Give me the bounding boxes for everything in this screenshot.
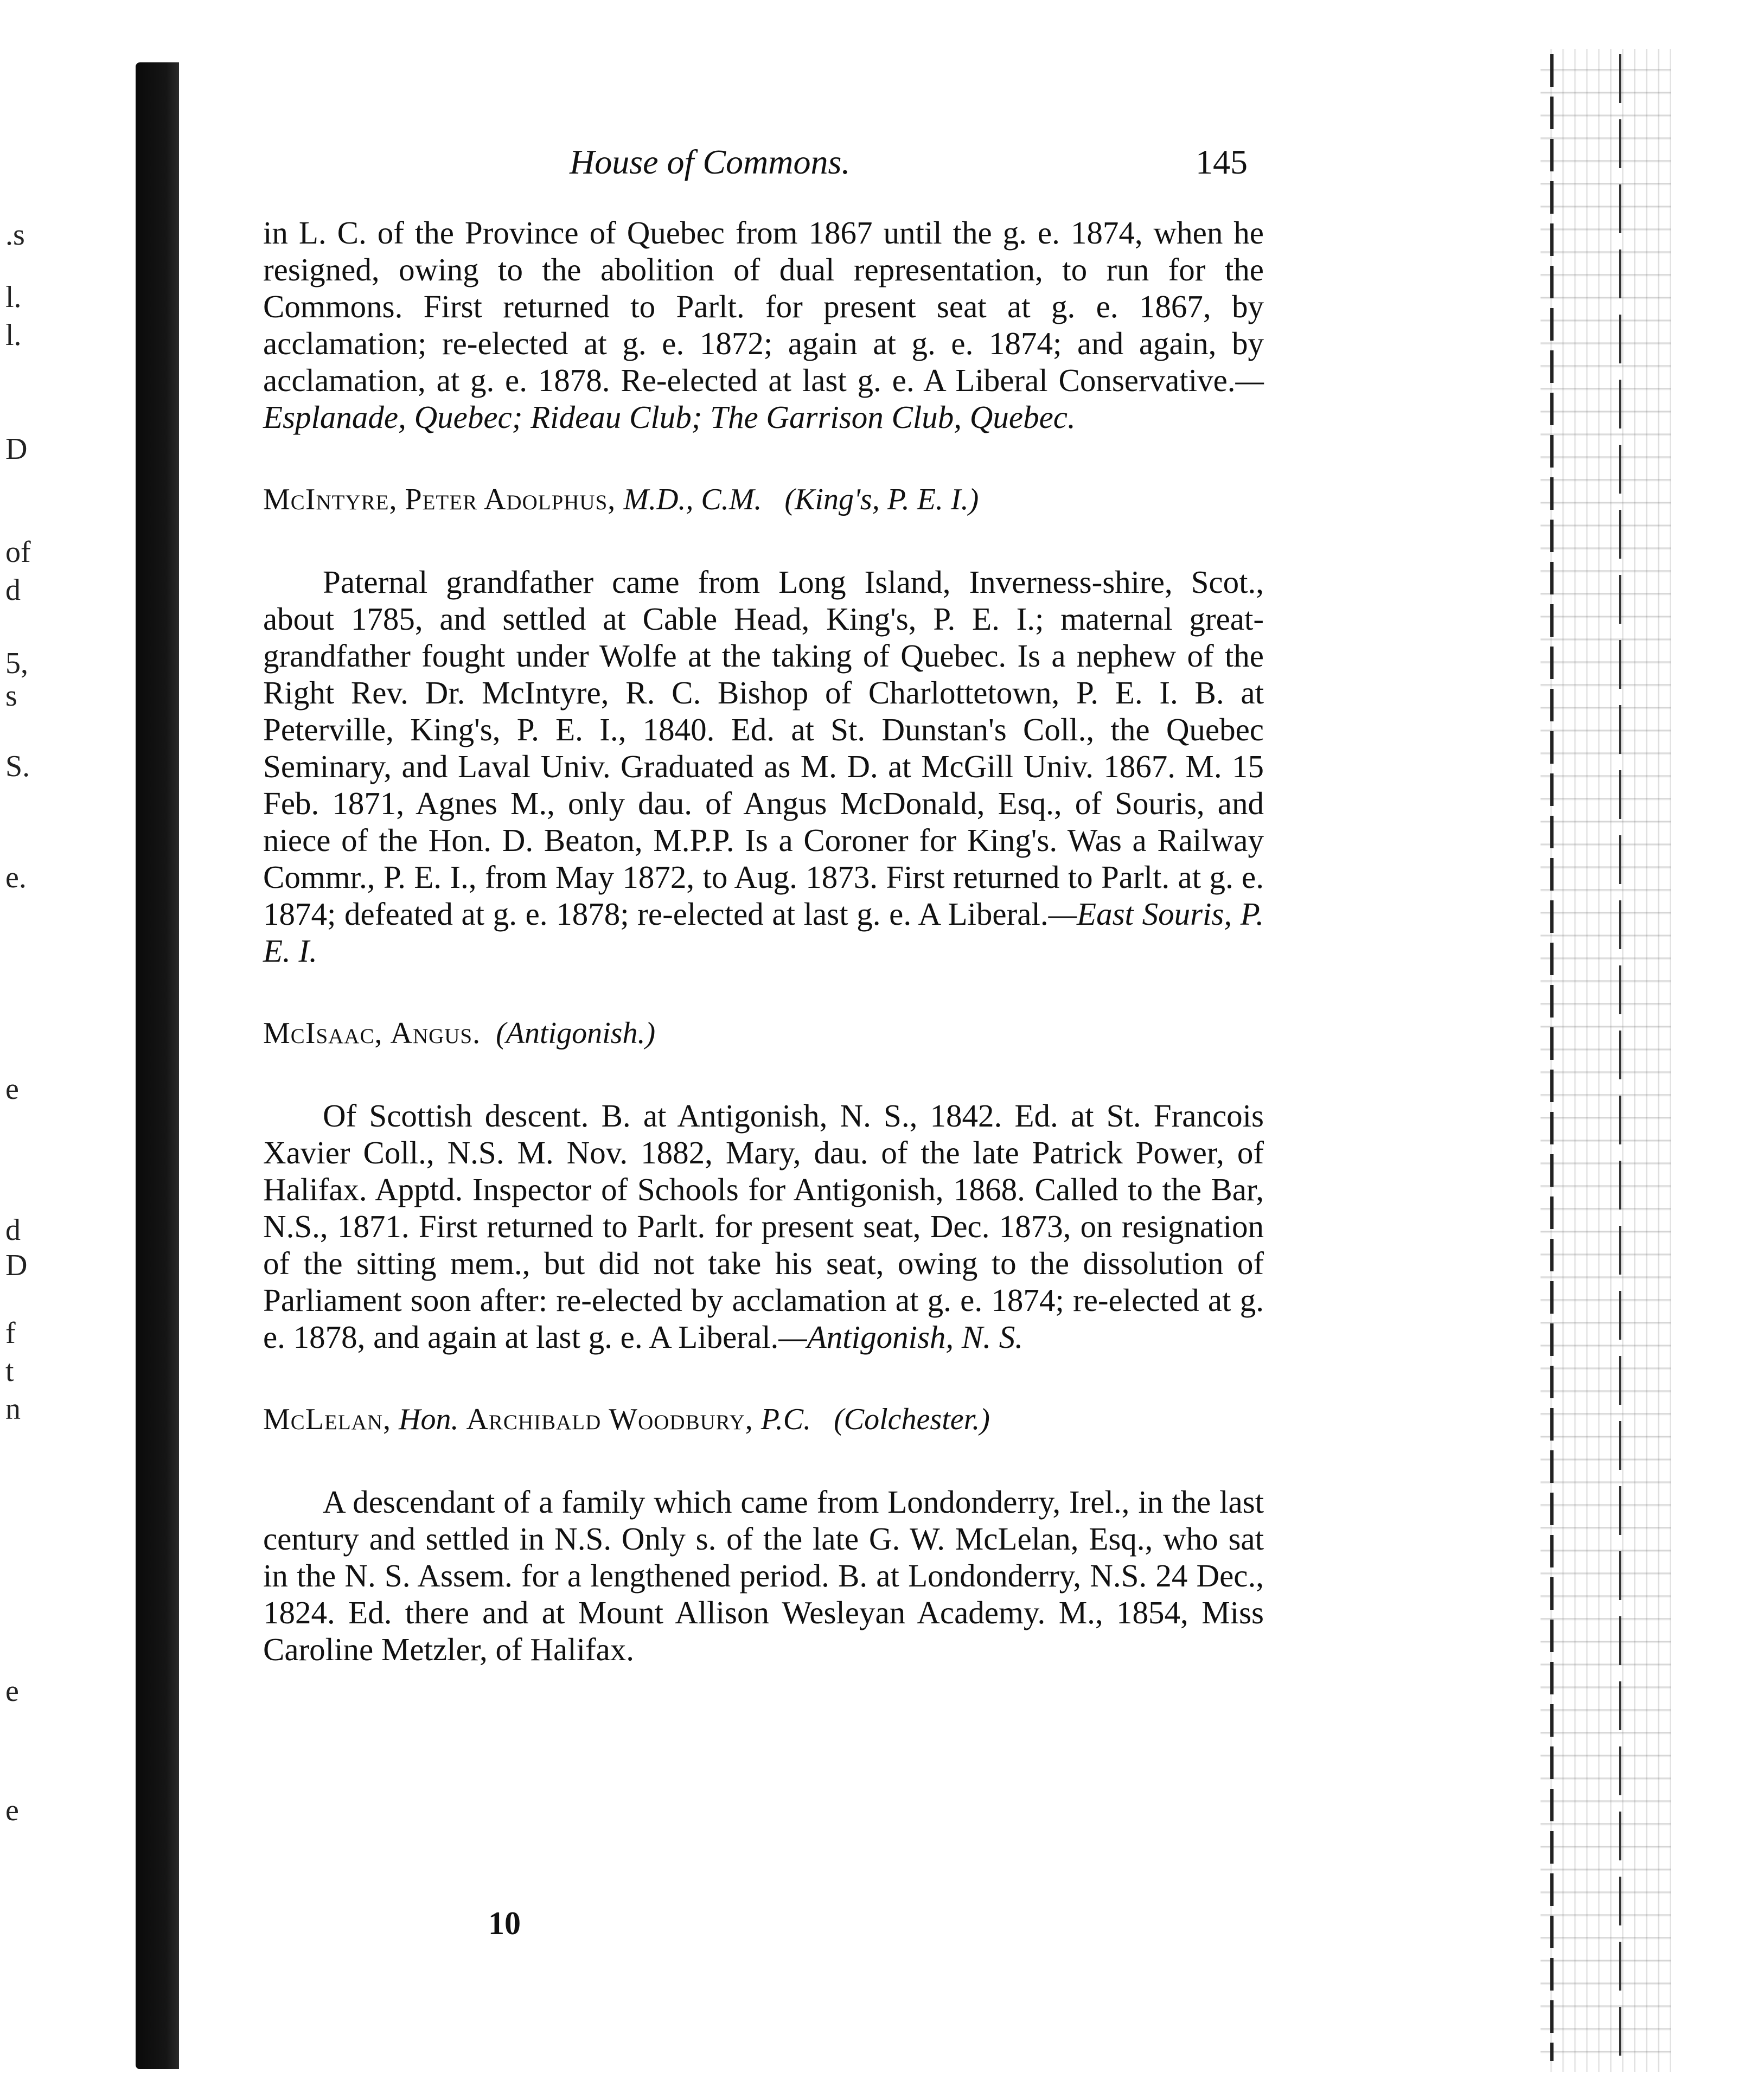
entry-surname: McIntyre, — [263, 483, 398, 516]
margin-fragment: d — [5, 1213, 21, 1247]
entry-titles: M.D., C.M. — [623, 483, 762, 516]
margin-fragment: f — [5, 1316, 16, 1350]
entry-titles: P.C. — [760, 1403, 811, 1436]
spacer — [263, 1052, 1264, 1097]
margin-fragment: D — [5, 1249, 28, 1282]
running-head-title: House of Commons. — [570, 143, 851, 181]
entry-body-mcintyre — [263, 564, 1264, 969]
margin-fragment: of — [5, 535, 31, 569]
spacer — [263, 1438, 1264, 1483]
margin-fragment: S. — [5, 750, 30, 783]
entry-heading-mcintyre — [263, 481, 1264, 518]
margin-fragment: e — [5, 1072, 19, 1106]
entry-body-text: A descendant of a family which came from Londonderry, Irel., in the last century and settled in N.S. Only s. of the late G. W. McLelan, Esq., who sat in the N. S. Assem. for a lengthened period. B. at Londonderry, N.S. 24 Dec., 1824. Ed. there and at Mount Allison Wesleyan Academy. M., 1854, Miss Caroline Metzler, of Halifax. — [263, 1484, 1264, 1667]
margin-fragment: e — [5, 1674, 19, 1708]
text-column — [263, 214, 1264, 1668]
entry-given-names: Peter Adolphus, — [405, 483, 616, 516]
page-edge-line — [1550, 54, 1554, 2061]
entry-constituency: (King's, P. E. I.) — [784, 483, 979, 516]
page-edge-line-outer — [1619, 54, 1621, 2061]
entry-constituency: (Colchester.) — [834, 1403, 990, 1436]
running-head — [570, 142, 1248, 185]
entry-continued-body — [263, 214, 1264, 436]
entry-heading-mcisaac — [263, 1015, 1264, 1052]
margin-fragment: t — [5, 1354, 14, 1388]
entry-address: —Antigonish, N. S. — [778, 1319, 1024, 1355]
margin-fragment: d — [5, 573, 21, 607]
entry-body-text: Paternal grandfather came from Long Island, Inverness-shire, Scot., about 1785, and settled at Cable Head, King's, P. E. I.; maternal great-grandfather fought under Wolfe at the taking of Quebec. Is a nephew of the Right Rev. Dr. McIntyre, R. C. Bishop of Charlottetown, P. E. I. B. at Peterville, King's, P. E. I., 1840. Ed. at St. Dunstan's Coll., the Quebec Seminary, and Laval Univ. Graduated as M. D. at McGill Univ. 1867. M. 15 Feb. 1871, Agnes M., only dau. of Angus McDonald, Esq., of Souris, and niece of the Hon. D. Beaton, M.P.P. Is a Coroner for King's. Was a Railway Commr., P. E. I., from May 1872, to Aug. 1873. First returned to Parlt. at g. e. 1874; defeated at g. e. 1878; re-elected at last g. e. A Liberal. — [263, 564, 1264, 932]
spacer — [263, 969, 1264, 1015]
entry-given-names: Angus. — [390, 1016, 481, 1050]
binding-shadow — [136, 62, 179, 2069]
entry-body-text: in L. C. of the Province of Quebec from 1867 until the g. e. 1874, when he resigned, owing to the abolition of dual representation, to run for the Commons. First returned to Parlt. for present seat at g. e. 1867, by acclamation; re-elected at g. e. 1872; again at g. e. 1874; and again, by acclamation, at g. e. 1878. Re-elected at last g. e. A Liberal Conservative. — [263, 215, 1264, 398]
page-edge-noise — [1541, 49, 1671, 2072]
spacer — [263, 436, 1264, 481]
entry-honorific: Hon. — [399, 1403, 459, 1436]
entry-body-mclelan — [263, 1483, 1264, 1668]
page-number: 145 — [1196, 143, 1248, 181]
entry-given-names: Archibald Woodbury, — [466, 1403, 753, 1436]
margin-fragment: l. — [5, 318, 22, 352]
entry-surname: McLelan, — [263, 1403, 391, 1436]
spacer — [263, 518, 1264, 564]
margin-fragment: n — [5, 1392, 21, 1426]
entry-heading-mclelan — [263, 1401, 1264, 1438]
margin-fragment: l. — [5, 280, 22, 314]
signature-mark: 10 — [488, 1905, 521, 1941]
entry-address: —Esplanade, Quebec; Rideau Club; The Garrison Club, Quebec. — [263, 362, 1264, 435]
margin-fragment: e. — [5, 861, 27, 894]
margin-fragment: s — [5, 679, 17, 713]
spacer — [263, 1355, 1264, 1401]
margin-fragment: e — [5, 1794, 19, 1827]
entry-body-mcisaac — [263, 1097, 1264, 1355]
margin-fragment: 5, — [5, 647, 28, 680]
entry-address: —East Souris, P. E. I. — [263, 896, 1264, 969]
entry-body-text: Of Scottish descent. B. at Antigonish, N. S., 1842. Ed. at St. Francois Xavier Coll., N.S. M. Nov. 1882, Mary, dau. of the late Patrick Power, of Halifax. Apptd. Inspector of Schools for Antigonish, 1868. Called to the Bar, N.S., 1871. First returned to Parlt. for present seat, Dec. 1873, on resignation of the sitting mem., but did not take his seat, owing to the dissolution of Parliament soon after: re-elected by acclamation at g. e. 1874; re-elected at g. e. 1878, and again at last g. e. A Liberal. — [263, 1098, 1264, 1355]
margin-fragment: D — [5, 432, 28, 466]
entry-surname: McIsaac, — [263, 1016, 383, 1050]
entry-constituency: (Antigonish.) — [496, 1016, 656, 1050]
margin-fragment: .s — [5, 218, 25, 252]
